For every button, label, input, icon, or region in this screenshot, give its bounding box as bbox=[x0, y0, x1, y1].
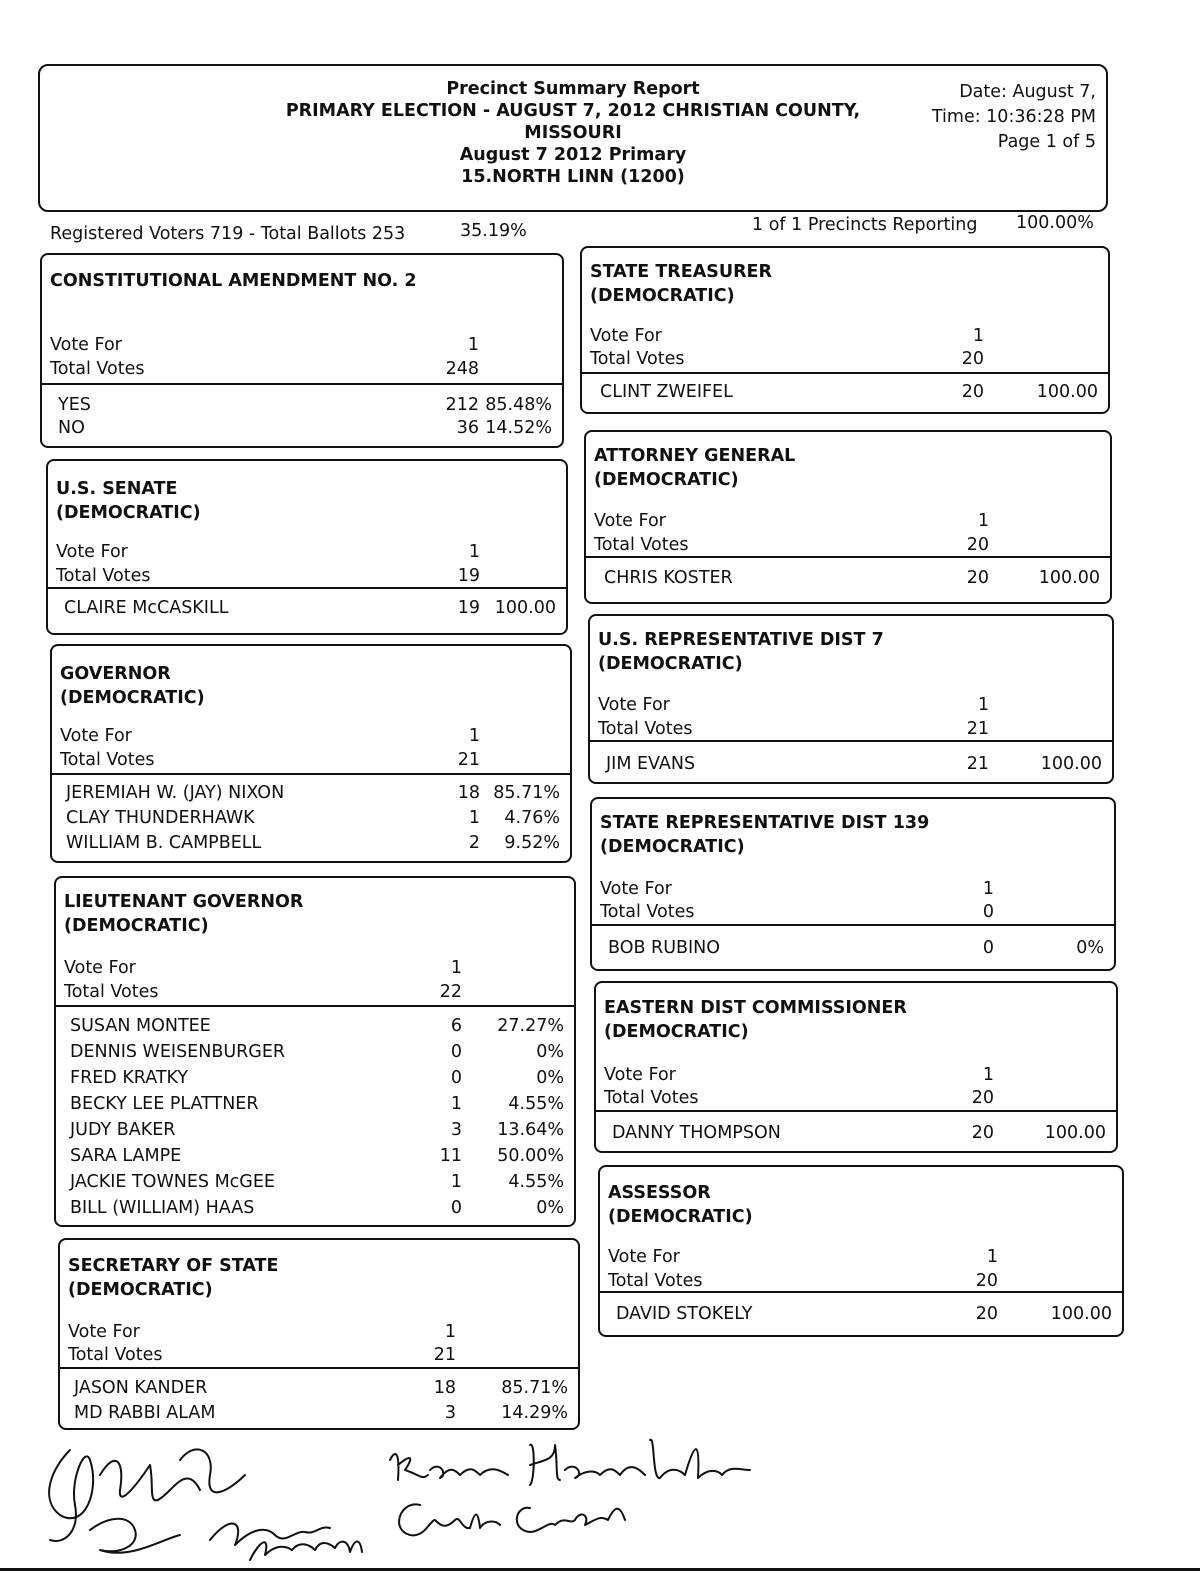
candidate-name: CLAIRE McCASKILL bbox=[64, 598, 229, 618]
candidate-row bbox=[590, 752, 1112, 776]
contest-title: CONSTITUTIONAL AMENDMENT NO. 2 bbox=[50, 271, 417, 291]
total-votes-value: 19 bbox=[457, 566, 480, 586]
candidate-percent: 14.52% bbox=[485, 418, 552, 438]
candidate-percent: 100.00 bbox=[1038, 568, 1100, 588]
divider bbox=[48, 587, 566, 589]
vote-for-value: 1 bbox=[982, 879, 994, 899]
candidate-row bbox=[52, 831, 570, 855]
candidate-name: JASON KANDER bbox=[74, 1378, 208, 1398]
total-votes-label: Total Votes bbox=[50, 359, 145, 379]
handwritten-signatures bbox=[30, 1420, 790, 1570]
candidate-name: FRED KRATKY bbox=[70, 1068, 189, 1088]
contest-party: (DEMOCRATIC) bbox=[604, 1022, 749, 1042]
candidate-votes: 3 bbox=[450, 1120, 462, 1140]
contest-amendment-2 bbox=[40, 253, 564, 448]
candidate-votes: 2 bbox=[468, 833, 480, 853]
total-votes-label: Total Votes bbox=[60, 750, 155, 770]
vote-for-value: 1 bbox=[450, 958, 462, 978]
contest-secretary-of-state bbox=[58, 1238, 580, 1430]
candidate-percent: 85.71% bbox=[493, 783, 560, 803]
contest-party: (DEMOCRATIC) bbox=[60, 688, 205, 708]
candidate-votes: 36 bbox=[456, 418, 479, 438]
candidate-votes: 1 bbox=[468, 808, 480, 828]
candidate-percent: 0% bbox=[536, 1198, 564, 1218]
candidate-row bbox=[52, 781, 570, 805]
contest-state-representative-dist-139 bbox=[590, 797, 1116, 971]
contest-party: (DEMOCRATIC) bbox=[608, 1207, 753, 1227]
candidate-name: WILLIAM B. CAMPBELL bbox=[66, 833, 262, 853]
candidate-votes: 1 bbox=[450, 1094, 462, 1114]
candidate-row bbox=[56, 1040, 574, 1064]
contest-party: (DEMOCRATIC) bbox=[68, 1280, 213, 1300]
candidate-percent: 100.00 bbox=[1044, 1123, 1106, 1143]
candidate-name: NO bbox=[58, 418, 85, 438]
contest-title-line: GOVERNOR bbox=[60, 664, 171, 684]
divider bbox=[596, 1110, 1116, 1112]
contest-title bbox=[604, 996, 907, 1044]
contest-title bbox=[598, 628, 884, 676]
candidate-percent: 0% bbox=[536, 1068, 564, 1088]
candidate-name: DENNIS WEISENBURGER bbox=[70, 1042, 286, 1062]
divider bbox=[582, 372, 1108, 374]
candidate-name: MD RABBI ALAM bbox=[74, 1403, 216, 1423]
candidate-name: DAVID STOKELY bbox=[616, 1304, 753, 1324]
total-votes-value: 0 bbox=[982, 902, 994, 922]
candidate-row bbox=[56, 1066, 574, 1090]
contest-party: (DEMOCRATIC) bbox=[590, 286, 735, 306]
contest-title-line: ASSESSOR bbox=[608, 1183, 711, 1203]
candidate-votes: 0 bbox=[982, 938, 994, 958]
candidate-percent: 85.71% bbox=[501, 1378, 568, 1398]
candidate-row bbox=[596, 1121, 1116, 1145]
contest-title bbox=[590, 260, 772, 308]
candidate-votes: 6 bbox=[450, 1016, 462, 1036]
vote-for-label: Vote For bbox=[594, 511, 666, 531]
vote-for-value: 1 bbox=[977, 511, 989, 531]
contest-us-senate bbox=[46, 459, 568, 635]
candidate-name: DANNY THOMPSON bbox=[612, 1123, 781, 1143]
vote-for-value: 1 bbox=[972, 326, 984, 346]
contest-eastern-dist-commissioner bbox=[594, 981, 1118, 1153]
candidate-row bbox=[592, 936, 1114, 960]
contest-lieutenant-governor bbox=[54, 876, 576, 1227]
total-votes-label: Total Votes bbox=[64, 982, 159, 1002]
candidate-votes: 1 bbox=[450, 1172, 462, 1192]
contest-title bbox=[608, 1181, 753, 1229]
contest-party: (DEMOCRATIC) bbox=[56, 503, 201, 523]
contest-title-line: LIEUTENANT GOVERNOR bbox=[64, 892, 304, 912]
total-votes-label: Total Votes bbox=[598, 719, 693, 739]
contest-title bbox=[56, 477, 201, 525]
candidate-votes: 20 bbox=[975, 1304, 998, 1324]
candidate-name: CLINT ZWEIFEL bbox=[600, 382, 733, 402]
candidate-row bbox=[56, 1014, 574, 1038]
candidate-percent: 100.00 bbox=[1036, 382, 1098, 402]
candidate-name: CHRIS KOSTER bbox=[604, 568, 733, 588]
report-header bbox=[38, 64, 1108, 212]
vote-for-label: Vote For bbox=[60, 726, 132, 746]
divider bbox=[42, 383, 562, 385]
candidate-name: CLAY THUNDERHAWK bbox=[66, 808, 255, 828]
report-title: Precinct Summary Report bbox=[446, 79, 700, 99]
candidate-percent: 4.76% bbox=[504, 808, 560, 828]
candidate-name: JACKIE TOWNES McGEE bbox=[70, 1172, 275, 1192]
divider bbox=[592, 924, 1114, 926]
vote-for-label: Vote For bbox=[600, 879, 672, 899]
candidate-row bbox=[582, 380, 1108, 404]
candidate-name: SARA LAMPE bbox=[70, 1146, 182, 1166]
candidate-percent: 0% bbox=[1076, 938, 1104, 958]
contest-governor bbox=[50, 644, 572, 863]
vote-for-label: Vote For bbox=[604, 1065, 676, 1085]
candidate-votes: 0 bbox=[450, 1198, 462, 1218]
candidate-name: JEREMIAH W. (JAY) NIXON bbox=[66, 783, 285, 803]
candidate-votes: 0 bbox=[450, 1068, 462, 1088]
candidate-row bbox=[56, 1170, 574, 1194]
header-meta bbox=[932, 80, 1096, 155]
contest-party: (DEMOCRATIC) bbox=[594, 470, 739, 490]
contest-party: (DEMOCRATIC) bbox=[64, 916, 209, 936]
candidate-votes: 18 bbox=[457, 783, 480, 803]
election-subtitle: August 7 2012 Primary bbox=[459, 145, 687, 165]
total-votes-value: 20 bbox=[961, 349, 984, 369]
candidate-votes: 212 bbox=[445, 395, 479, 415]
total-votes-label: Total Votes bbox=[600, 902, 695, 922]
divider bbox=[56, 1005, 574, 1007]
precincts-reporting: 1 of 1 Precincts Reporting bbox=[752, 215, 978, 235]
total-votes-value: 20 bbox=[971, 1088, 994, 1108]
contest-party: (DEMOCRATIC) bbox=[598, 654, 743, 674]
divider bbox=[60, 1367, 578, 1369]
candidate-votes: 0 bbox=[450, 1042, 462, 1062]
total-votes-value: 21 bbox=[966, 719, 989, 739]
vote-for-value: 1 bbox=[467, 335, 479, 355]
candidate-votes: 20 bbox=[961, 382, 984, 402]
vote-for-value: 1 bbox=[444, 1322, 456, 1342]
vote-for-value: 1 bbox=[468, 726, 480, 746]
total-votes-value: 22 bbox=[439, 982, 462, 1002]
candidate-name: JUDY BAKER bbox=[70, 1120, 176, 1140]
vote-for-label: Vote For bbox=[598, 695, 670, 715]
candidate-votes: 18 bbox=[433, 1378, 456, 1398]
candidate-votes: 20 bbox=[971, 1123, 994, 1143]
total-votes-value: 248 bbox=[445, 359, 479, 379]
page-bottom-edge bbox=[0, 1568, 1200, 1571]
divider bbox=[586, 556, 1110, 558]
candidate-votes: 3 bbox=[444, 1403, 456, 1423]
candidate-row bbox=[60, 1376, 578, 1400]
candidate-percent: 14.29% bbox=[501, 1403, 568, 1423]
candidate-name: BECKY LEE PLATTNER bbox=[70, 1094, 259, 1114]
precinct-name: 15.NORTH LINN (1200) bbox=[461, 167, 685, 187]
candidate-row bbox=[600, 1302, 1122, 1326]
vote-for-value: 1 bbox=[982, 1065, 994, 1085]
candidate-percent: 13.64% bbox=[497, 1120, 564, 1140]
election-state: MISSOURI bbox=[524, 123, 622, 143]
total-votes-value: 20 bbox=[966, 535, 989, 555]
divider bbox=[600, 1291, 1122, 1293]
contest-title-line: U.S. REPRESENTATIVE DIST 7 bbox=[598, 630, 884, 650]
contest-title-line: SECRETARY OF STATE bbox=[68, 1256, 279, 1276]
vote-for-label: Vote For bbox=[64, 958, 136, 978]
candidate-row bbox=[48, 596, 566, 620]
candidate-row bbox=[586, 566, 1110, 590]
contest-title-line: STATE REPRESENTATIVE DIST 139 bbox=[600, 813, 930, 833]
candidate-percent: 100.00 bbox=[494, 598, 556, 618]
contest-state-treasurer bbox=[580, 246, 1110, 414]
candidate-row bbox=[56, 1092, 574, 1116]
candidate-percent: 4.55% bbox=[508, 1172, 564, 1192]
candidate-row bbox=[56, 1144, 574, 1168]
total-votes-value: 20 bbox=[975, 1271, 998, 1291]
vote-for-value: 1 bbox=[977, 695, 989, 715]
vote-for-label: Vote For bbox=[590, 326, 662, 346]
report-time: Time: 10:36:28 PM bbox=[931, 107, 1096, 127]
candidate-name: YES bbox=[58, 395, 91, 415]
turnout-percent: 35.19% bbox=[460, 221, 527, 241]
candidate-percent: 85.48% bbox=[485, 395, 552, 415]
candidate-votes: 21 bbox=[966, 754, 989, 774]
candidate-name: JIM EVANS bbox=[606, 754, 696, 774]
candidate-row bbox=[56, 1196, 574, 1220]
divider bbox=[590, 740, 1112, 742]
total-votes-label: Total Votes bbox=[590, 349, 685, 369]
candidate-name: BILL (WILLIAM) HAAS bbox=[70, 1198, 255, 1218]
report-date: Date: August 7, bbox=[959, 82, 1096, 102]
divider bbox=[52, 773, 570, 775]
total-votes-value: 21 bbox=[457, 750, 480, 770]
contest-title-line: U.S. SENATE bbox=[56, 479, 178, 499]
total-votes-label: Total Votes bbox=[608, 1271, 703, 1291]
contest-party: (DEMOCRATIC) bbox=[600, 837, 745, 857]
vote-for-value: 1 bbox=[986, 1247, 998, 1267]
contest-title-line: ATTORNEY GENERAL bbox=[594, 446, 796, 466]
registered-voters: Registered Voters 719 - Total Ballots 253 bbox=[50, 224, 406, 244]
contest-assessor bbox=[598, 1165, 1124, 1337]
contest-title bbox=[64, 890, 303, 938]
contest-title-line: EASTERN DIST COMMISSIONER bbox=[604, 998, 907, 1018]
total-votes-label: Total Votes bbox=[56, 566, 151, 586]
candidate-percent: 100.00 bbox=[1050, 1304, 1112, 1324]
vote-for-value: 1 bbox=[468, 542, 480, 562]
candidate-percent: 100.00 bbox=[1040, 754, 1102, 774]
vote-for-label: Vote For bbox=[56, 542, 128, 562]
contest-attorney-general bbox=[584, 430, 1112, 604]
contest-us-representative-dist-7 bbox=[588, 614, 1114, 784]
candidate-percent: 27.27% bbox=[497, 1016, 564, 1036]
total-votes-label: Total Votes bbox=[604, 1088, 699, 1108]
vote-for-label: Vote For bbox=[608, 1247, 680, 1267]
vote-for-label: Vote For bbox=[50, 335, 122, 355]
candidate-percent: 50.00% bbox=[497, 1146, 564, 1166]
contest-title bbox=[600, 811, 929, 859]
contest-title bbox=[60, 662, 205, 710]
candidate-percent: 4.55% bbox=[508, 1094, 564, 1114]
candidate-row bbox=[56, 1118, 574, 1142]
candidate-votes: 20 bbox=[966, 568, 989, 588]
contest-title bbox=[594, 444, 795, 492]
contest-title-line: STATE TREASURER bbox=[590, 262, 772, 282]
total-votes-value: 21 bbox=[433, 1345, 456, 1365]
page-number: Page 1 of 5 bbox=[997, 132, 1096, 152]
contest-title bbox=[68, 1254, 278, 1302]
precincts-reporting-percent: 100.00% bbox=[1016, 213, 1094, 233]
candidate-votes: 11 bbox=[439, 1146, 462, 1166]
candidate-row bbox=[42, 416, 562, 440]
candidate-percent: 0% bbox=[536, 1042, 564, 1062]
election-name: PRIMARY ELECTION - AUGUST 7, 2012 CHRISTIAN COUNTY, bbox=[285, 101, 861, 121]
candidate-votes: 19 bbox=[457, 598, 480, 618]
total-votes-label: Total Votes bbox=[594, 535, 689, 555]
candidate-row bbox=[42, 393, 562, 417]
total-votes-label: Total Votes bbox=[68, 1345, 163, 1365]
candidate-name: BOB RUBINO bbox=[608, 938, 721, 958]
candidate-name: SUSAN MONTEE bbox=[70, 1016, 211, 1036]
vote-for-label: Vote For bbox=[68, 1322, 140, 1342]
candidate-percent: 9.52% bbox=[504, 833, 560, 853]
candidate-row bbox=[52, 806, 570, 830]
